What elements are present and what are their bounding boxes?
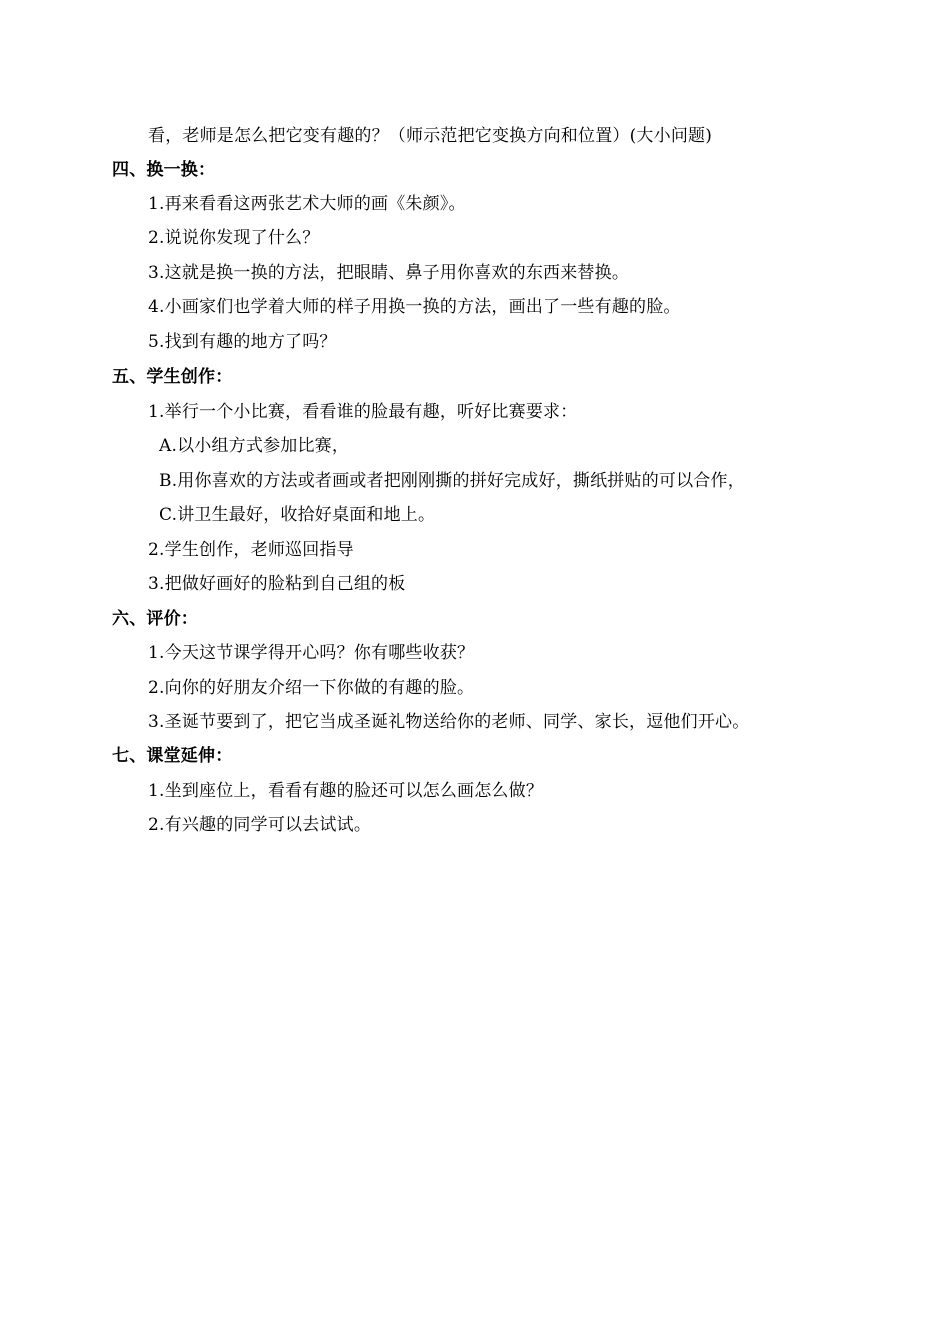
intro-line: 看，老师是怎么把它变有趣的？（师示范把它变换方向和位置）(大小问题) xyxy=(148,126,713,146)
list-item: 1.举行一个小比赛，看看谁的脸最有趣，听好比赛要求： xyxy=(148,402,578,422)
section-heading-7: 七、课堂延伸： xyxy=(112,746,233,766)
list-item: 1.今天这节课学得开心吗？你有哪些收获？ xyxy=(148,643,475,663)
list-item: 3.这就是换一换的方法，把眼睛、鼻子用你喜欢的东西来替换。 xyxy=(148,263,630,283)
list-item: 4.小画家们也学着大师的样子用换一换的方法，画出了一些有趣的脸。 xyxy=(148,297,681,317)
list-item: B.用你喜欢的方法或者画或者把刚刚撕的拼好完成好，撕纸拼贴的可以合作， xyxy=(159,471,745,491)
list-item: 3.圣诞节要到了，把它当成圣诞礼物送给你的老师、同学、家长，逗他们开心。 xyxy=(148,712,750,732)
section-heading-5: 五、学生创作： xyxy=(112,367,233,387)
list-item: 2.向你的好朋友介绍一下你做的有趣的脸。 xyxy=(148,678,475,698)
list-item: 2.说说你发现了什么？ xyxy=(148,228,320,248)
list-item: C.讲卫生最好，收拾好桌面和地上。 xyxy=(159,505,436,525)
section-heading-4: 四、换一换： xyxy=(112,160,216,180)
list-item: 5.找到有趣的地方了吗？ xyxy=(148,332,337,352)
list-item: 1.再来看看这两张艺术大师的画《朱颜》。 xyxy=(148,194,466,214)
list-item: A.以小组方式参加比赛， xyxy=(159,436,350,456)
section-heading-6: 六、评价： xyxy=(112,609,198,629)
list-item: 2.学生创作，老师巡回指导 xyxy=(148,540,354,560)
list-item: 2.有兴趣的同学可以去试试。 xyxy=(148,815,372,835)
list-item: 3.把做好画好的脸粘到自己组的板 xyxy=(148,574,406,594)
list-item: 1.坐到座位上，看看有趣的脸还可以怎么画怎么做？ xyxy=(148,781,544,801)
